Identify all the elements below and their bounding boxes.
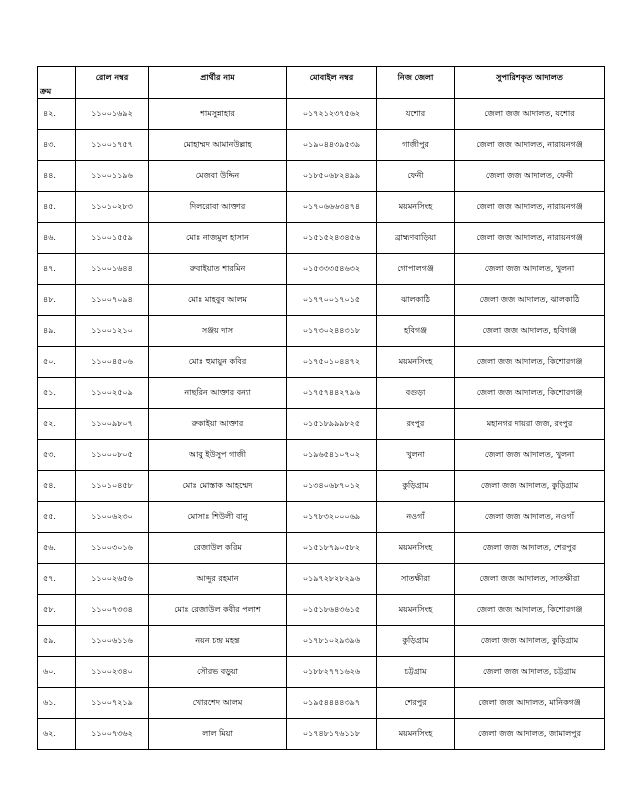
cell-name: রুবাইয়াত শারমিন (149, 254, 287, 285)
cell-district: খুলনা (377, 440, 455, 471)
cell-court: জেলা জজ আদালত, মানিকগঞ্জ (455, 688, 605, 719)
cell-district: বগুড়া (377, 378, 455, 409)
cell-district: চট্টগ্রাম (377, 657, 455, 688)
cell-court: জেলা জজ আদালত, নওগাঁ (455, 502, 605, 533)
cell-serial: ৫৮. (38, 595, 76, 626)
cell-court: জেলা জজ আদালত, সাতক্ষীরা (455, 564, 605, 595)
cell-mobile: ০১৯৬৫৪১০৭০২ (287, 440, 377, 471)
cell-court: জেলা জজ আদালত, কুড়িগ্রাম (455, 471, 605, 502)
cell-mobile: ০১৮৫০৬৮২৪৯৯ (287, 161, 377, 192)
cell-serial: ৪৭. (38, 254, 76, 285)
table-row (38, 161, 605, 192)
cell-district: ময়মনসিংহ (377, 719, 455, 750)
cell-mobile: ০১৫৩৩৩৫৪৬৩২ (287, 254, 377, 285)
cell-mobile: ০১৫১৮৯৯৯৮২৫ (287, 409, 377, 440)
header-district: নিজ জেলা (377, 67, 455, 99)
cell-serial: ৪৮. (38, 285, 76, 316)
cell-name: মোসাঃ শিউলী বানু (149, 502, 287, 533)
table-row (38, 254, 605, 285)
table-row (38, 192, 605, 223)
table-row (38, 223, 605, 254)
cell-mobile: ০১৭৫০১০৪৪৭২ (287, 347, 377, 378)
cell-court: জেলা জজ আদালত, ফেনী (455, 161, 605, 192)
table-row (38, 378, 605, 409)
cell-mobile: ০১৩৪০৬৮৭০১২ (287, 471, 377, 502)
cell-roll: ১১০০২৩৪০ (76, 657, 149, 688)
cell-name: সঞ্জয় দাস (149, 316, 287, 347)
cell-name: নয়ন চন্দ্র মহন্ত (149, 626, 287, 657)
cell-district: যশোর (377, 99, 455, 130)
cell-district: কুড়িগ্রাম (377, 471, 455, 502)
table-row (38, 719, 605, 750)
table-row (38, 130, 605, 161)
candidate-table (37, 66, 605, 750)
table-header-row (38, 67, 605, 99)
table-row (38, 533, 605, 564)
cell-mobile: ০১৯৫৪৪৪৪৩৯৭ (287, 688, 377, 719)
cell-district: ময়মনসিংহ (377, 347, 455, 378)
cell-roll: ১১০১০২৮৩ (76, 192, 149, 223)
cell-district: ময়মনসিংহ (377, 192, 455, 223)
cell-court: মহানগর দায়রা জজ, রংপুর (455, 409, 605, 440)
cell-roll: ১১০০১৬৪৪ (76, 254, 149, 285)
cell-serial: ৪৩. (38, 130, 76, 161)
cell-roll: ১১০০৬১১৬ (76, 626, 149, 657)
table-row (38, 99, 605, 130)
table-row (38, 347, 605, 378)
cell-court: জেলা জজ আদালত, নারায়নগঞ্জ (455, 192, 605, 223)
cell-court: জেলা জজ আদালত, কিশোরগঞ্জ (455, 347, 605, 378)
table-row (38, 626, 605, 657)
cell-serial: ৫০. (38, 347, 76, 378)
header-roll: রোল নম্বর (76, 67, 149, 99)
cell-court: জেলা জজ আদালত, কুড়িগ্রাম (455, 626, 605, 657)
table-row (38, 409, 605, 440)
cell-district: ঝালকাঠি (377, 285, 455, 316)
cell-district: নওগাঁ (377, 502, 455, 533)
cell-serial: ৪৬. (38, 223, 76, 254)
cell-district: হবিগঞ্জ (377, 316, 455, 347)
cell-court: জেলা জজ আদালত, নারায়নগঞ্জ (455, 223, 605, 254)
cell-district: গাজীপুর (377, 130, 455, 161)
table-row (38, 502, 605, 533)
cell-serial: ৫৩. (38, 440, 76, 471)
cell-district: রংপুর (377, 409, 455, 440)
cell-court: জেলা জজ আদালত, যশোর (455, 99, 605, 130)
cell-mobile: ০১৭৮১০২৯৩৯৬ (287, 626, 377, 657)
table-row (38, 688, 605, 719)
cell-district: ব্রাহ্মণবাড়িয়া (377, 223, 455, 254)
cell-court: জেলা জজ আদালত, ঝালকাঠি (455, 285, 605, 316)
cell-mobile: ০১৯৭২৮২৮২৯৬ (287, 564, 377, 595)
cell-district: সাতক্ষীরা (377, 564, 455, 595)
cell-serial: ৬১. (38, 688, 76, 719)
cell-serial: ৬০. (38, 657, 76, 688)
table-row (38, 471, 605, 502)
table-row (38, 595, 605, 626)
cell-roll: ১১০০৪৫০৬ (76, 347, 149, 378)
cell-serial: ৫৯. (38, 626, 76, 657)
cell-roll: ১১০০১৫৫৯ (76, 223, 149, 254)
cell-district: ফেনী (377, 161, 455, 192)
cell-court: জেলা জজ আদালত, হবিগঞ্জ (455, 316, 605, 347)
cell-roll: ১১০১০৪৫৮ (76, 471, 149, 502)
table-row (38, 657, 605, 688)
table-row (38, 564, 605, 595)
cell-name: মোঃ রেজাউল কবীর পলাশ (149, 595, 287, 626)
header-court: সুপারিশকৃত আদালত (455, 67, 605, 99)
cell-mobile: ০১৮৮২৭৭১৬২৬ (287, 657, 377, 688)
cell-mobile: ০১৫১৮৬৪৩৬১৫ (287, 595, 377, 626)
cell-name: খোরশেদ আলম (149, 688, 287, 719)
cell-mobile: ০১৭৮৩২০০০৬৯ (287, 502, 377, 533)
cell-district: ময়মনসিংহ (377, 533, 455, 564)
cell-roll: ১১০০২৬৫৬ (76, 564, 149, 595)
cell-roll: ১১০০৭৩৩৪ (76, 595, 149, 626)
cell-court: জেলা জজ আদালত, কিশোরগঞ্জ (455, 595, 605, 626)
table-row (38, 285, 605, 316)
cell-district: শেরপুর (377, 688, 455, 719)
cell-name: দিলরোবা আক্তার (149, 192, 287, 223)
cell-serial: ৫৬. (38, 533, 76, 564)
cell-court: জেলা জজ আদালত, শেরপুর (455, 533, 605, 564)
cell-name: আবু ইউসুপ গাজী (149, 440, 287, 471)
cell-roll: ১১০০৭৩৬২ (76, 719, 149, 750)
cell-mobile: ০১৫১৫২৪৩৪৫৬ (287, 223, 377, 254)
cell-name: রেজাউল করিম (149, 533, 287, 564)
cell-roll: ১১০০৬২৩০ (76, 502, 149, 533)
table-row (38, 316, 605, 347)
cell-serial: ৪৪. (38, 161, 76, 192)
cell-serial: ৪৫. (38, 192, 76, 223)
cell-name: মোঃ মাহবুব আলম (149, 285, 287, 316)
cell-mobile: ০১৭৫৭৪৪২৭৯৬ (287, 378, 377, 409)
cell-roll: ১১০০২৫০৯ (76, 378, 149, 409)
cell-mobile: ০১৭৭০০১৭০১৫ (287, 285, 377, 316)
cell-name: নাছরিন আক্তার বন্যা (149, 378, 287, 409)
cell-mobile: ০১৭৩০২৪৪৩১৮ (287, 316, 377, 347)
cell-name: রুকাইয়া আক্তার (149, 409, 287, 440)
cell-name: সৌরভ বড়ুয়া (149, 657, 287, 688)
cell-district: ময়মনসিংহ (377, 595, 455, 626)
cell-roll: ১১০০৯৮০৭ (76, 409, 149, 440)
cell-roll: ১১০০১১৯৬ (76, 161, 149, 192)
cell-court: জেলা জজ আদালত, জামালপুর (455, 719, 605, 750)
cell-mobile: ০১৭৪৮১৭৬১১৮ (287, 719, 377, 750)
header-name: প্রার্থীর নাম (149, 67, 287, 99)
cell-court: জেলা জজ আদালত, কিশোরগঞ্জ (455, 378, 605, 409)
cell-roll: ১১০০১৬৯২ (76, 99, 149, 130)
cell-court: জেলা জজ আদালত, চট্টগ্রাম (455, 657, 605, 688)
cell-serial: ৫৪. (38, 471, 76, 502)
cell-name: লাল মিয়া (149, 719, 287, 750)
cell-name: শামসুন্নাহার (149, 99, 287, 130)
cell-mobile: ০১৭০৬৬৬৩৪৭৪ (287, 192, 377, 223)
cell-roll: ১১০০১২১০ (76, 316, 149, 347)
cell-name: মোঃ হুমায়ুন কবির (149, 347, 287, 378)
cell-court: জেলা জজ আদালত, খুলনা (455, 440, 605, 471)
cell-mobile: ০১৭২১২৩৭৫৬২ (287, 99, 377, 130)
cell-serial: ৫৫. (38, 502, 76, 533)
cell-court: জেলা জজ আদালত, খুলনা (455, 254, 605, 285)
cell-roll: ১১০০৭০৯৪ (76, 285, 149, 316)
table-row (38, 440, 605, 471)
cell-district: গোপালগঞ্জ (377, 254, 455, 285)
cell-mobile: ০১৫১৮৭৯০৫৮২ (287, 533, 377, 564)
header-serial: ক্রম (38, 67, 76, 99)
cell-serial: ৬২. (38, 719, 76, 750)
cell-roll: ১১০০০৮০৫ (76, 440, 149, 471)
cell-name: মোঃ নাজমুল হাসান (149, 223, 287, 254)
cell-court: জেলা জজ আদালত, নারায়নগঞ্জ (455, 130, 605, 161)
cell-serial: ৫১. (38, 378, 76, 409)
cell-name: মোঃ মোস্তাক আহম্মেদ (149, 471, 287, 502)
cell-name: আব্দুর রহমান (149, 564, 287, 595)
cell-serial: ৪৯. (38, 316, 76, 347)
cell-district: কুড়িগ্রাম (377, 626, 455, 657)
cell-serial: ৪২. (38, 99, 76, 130)
cell-serial: ৫২. (38, 409, 76, 440)
cell-name: মোহাম্মদ আমানউল্লাহ (149, 130, 287, 161)
cell-roll: ১১০০৭২১৯ (76, 688, 149, 719)
cell-name: মেজবা উদ্দিন (149, 161, 287, 192)
cell-roll: ১১০০১৭৫৭ (76, 130, 149, 161)
header-mobile: মোবাইল নম্বর (287, 67, 377, 99)
cell-serial: ৫৭. (38, 564, 76, 595)
cell-roll: ১১০০৩০১৬ (76, 533, 149, 564)
cell-mobile: ০১৯০৪৪৩৯৫৩৯ (287, 130, 377, 161)
table-body (38, 99, 605, 750)
